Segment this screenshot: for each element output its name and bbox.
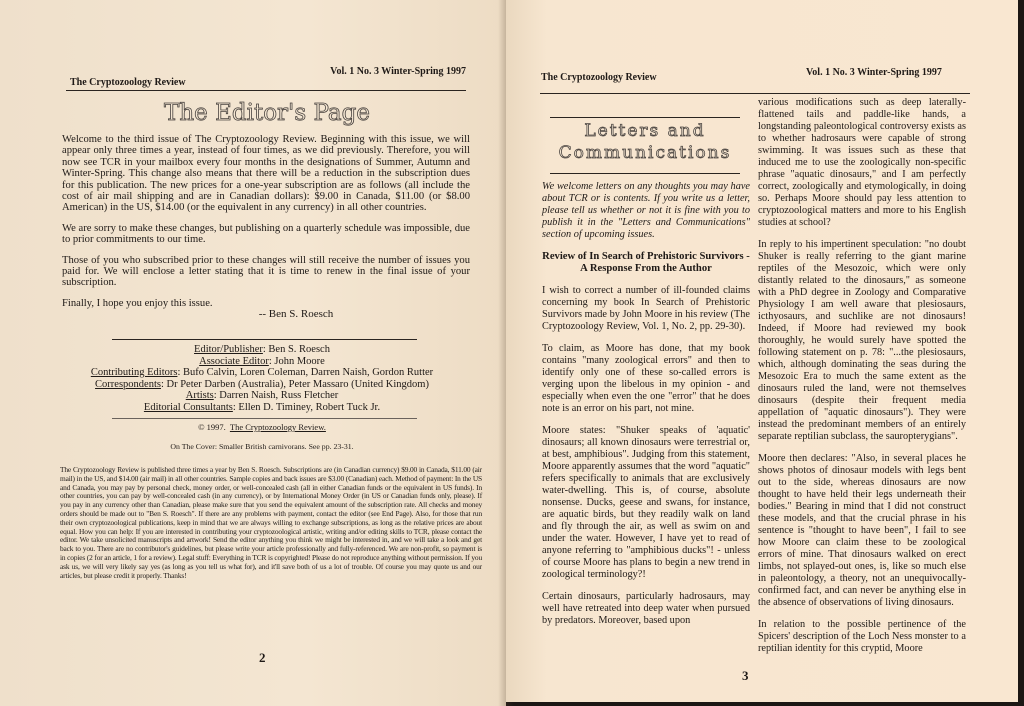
paragraph: Finally, I hope you enjoy this issue. xyxy=(62,297,213,309)
credit-value: : Ben S. Roesch xyxy=(262,344,330,355)
left-page xyxy=(0,0,506,706)
credit-value: : John Moore xyxy=(268,355,325,367)
credits xyxy=(62,344,462,413)
credit-line xyxy=(62,390,462,402)
credit-label: Associate Editor xyxy=(199,355,269,367)
paragraph: In reply to his impertinent speculation: "no doubt Shuker is really referring to the giant marine reptiles of the Mesozoic, which were only distantly related to the dinosaurs," as someone with a PhD degree in Zoology and Comparative Physiology I am well aware that plesiosaurs, icthyosaurs, and suchlike are not dinosaurs! Indeed, if Moore had reviewed my book thoroughly, he would surely have spotted the following statement on p. 78: "...the plesiosaurs, which, although dominating the seas during the Mesozoic Era to much the same extent as the dinosaurs ruled the land, were not themselves dinosaurs (despite their frequent media appellation of "aquatic dinosaurs"). They were instead the predominant members of an entirely separate reptilian subclass, the sauropterygians". xyxy=(758,239,966,442)
paragraph: To claim, as Moore has done, that my book contains "many zoological errors" and then to identify only one of these so-called errors is verging upon the libelous in my opinion - and especially when even the one "error" that he does note is an error on his part, not mine. xyxy=(542,343,750,414)
credit-line xyxy=(62,367,462,379)
copyright-year: © 1997. xyxy=(198,422,226,432)
paragraph: Certain dinosaurs, particularly hadrosaurs, may well have retreated into deep water when pursued by predators. Moreover, based upon xyxy=(542,591,750,626)
signature: -- Ben S. Roesch xyxy=(258,308,334,321)
paragraph: Those of you who subscribed prior to these changes will still receive the number of issues you paid for. We will enclose a letter stating that it is time to renew in the final issue of your subscription. xyxy=(62,254,470,289)
divider xyxy=(112,418,417,419)
publication-name: The Cryptozoology Review xyxy=(541,72,657,83)
credit-value: : Bufo Calvin, Loren Coleman, Darren Naish, Gordon Rutter xyxy=(177,367,434,378)
paragraph: Moore states: "Shuker speaks of 'aquatic' dinosaurs; all known dinosaurs were terrestrial or, at best, amphibious". Judging from this statement, Moore apparently assumes that the word "aquatic" refers specifically to animals that are exclusively water-dwelling. This is, of course, absolute nonsense. Ducks, geese and swans, for instance, are aquatic birds, but they readily walk on land and fly through the air, as well as swim on and under the water. However, I have yet to read of anyone referring to "amphibious ducks"! - unless of course Moore has plans to begin a new trend in zoological terminology?! xyxy=(542,425,750,580)
section-title-line2: Communications xyxy=(558,143,732,163)
title-rule-top xyxy=(550,117,740,118)
fine-print: The Cryptozoology Review is published three times a year by Ben S. Roesch. Subscriptions are (in Canadian currency) $9.00 in Canada, $11.00 (air mail) in the US, and $14.00 (air mail) in all other countries. Sample copies and back issues are $3.00 (Canadian) each. Method of payment: In the US and Canada, you may pay by personal check, money order, or well-concealed cash (all in either Canadian funds or the equivalent in US funds). In other countries, you can pay by well-concealed cash (in any currency), or by International Money Order (in US or Canadian funds only, please). If you pay in any currency other than Canadian, please make sure that you send the equivalent amount of the subscription rate. All checks and money orders should be made out to "Ben S. Roesch". If there are any problems with payment, contact the editor (see End Page). Also, for those that run their own cryptozoological publications, keep in mind that we are always willing to exchange subscriptions, as long as the relative prices are about equal. How you can help: If you are interested in contributing your cryptozoological artistic, writing and/or editing skills to TCR, please contact the editor. We take unsolicited manuscripts and artwork! Send the editor anything you think we might be interested in, and we will take a look and get back to you. There are no contributor's guidelines, but please write your article professionally and fully-referenced. We are non-profit, so payment is in copies (2 for an article, 1 for a review). Legal stuff: Everything in TCR is copyrighted! Please do not reproduce anything without permission. If you ask us, we will very likely say yes (as long as you tell us what for), and it'll save both of us a lot of trouble. Of course you may quote us and our articles, but please credit it properly. Thanks! xyxy=(60,465,482,580)
copyright-name: The Cryptozoology Review. xyxy=(229,422,326,432)
publication-name: The Cryptozoology Review xyxy=(70,77,186,88)
issue-label: Vol. 1 No. 3 Winter-Spring 1997 xyxy=(806,67,942,78)
paragraph: various modifications such as deep laterally-flattened tails and paddle-like hands, a longstanding paleontological controversy exists as to whether hadrosaurs were capable of strong swimming. It was issues such as these that induced me to use the zoologically non-specific phrase "aquatic dinosaurs," and I am perfectly correct, zoologically and etymologically, in doing so. Perhaps Moore should pay less attention to cryptozoological matters and more to his English studies at school? xyxy=(758,97,966,228)
copyright xyxy=(62,422,462,432)
credit-line xyxy=(62,356,462,368)
section-title-line1: Letters and xyxy=(584,121,706,141)
credit-line xyxy=(62,344,462,356)
cover-note: On The Cover: Smaller British carnivorans. See pp. 23-31. xyxy=(170,442,354,451)
page-number: 3 xyxy=(742,668,749,683)
credit-label: Editorial Consultants xyxy=(143,401,233,413)
credit-label: Editor/Publisher xyxy=(194,344,263,355)
credit-line xyxy=(62,379,462,391)
credit-label: Correspondents xyxy=(95,378,161,390)
editor-body xyxy=(62,134,470,321)
paragraph: I wish to correct a number of ill-founded claims concerning my book In Search of Prehistoric Survivors made by John Moore in his review (The Cryptozoology Review, Vol. 1, No. 2, pp. 29-30). xyxy=(542,285,750,332)
credit-value: : Darren Naish, Russ Fletcher xyxy=(213,390,339,401)
credit-value: : Dr Peter Darben (Australia), Peter Massaro (United Kingdom) xyxy=(160,378,429,390)
paragraph: Welcome to the third issue of The Cryptozoology Review. Beginning with this issue, we will appear only three times a year, instead of four times, as we did previously. Therefore, you will now see TCR in your mailbox every four months in the designations of Summer, Autumn and Winter-Spring. This change also means that there will be a reduction in the subscription dues for this publication. The new prices for a one-year subscription are as follows (all include the cost of air mail shipping and are in Canadian dollars): $9.00 in Canada, $11.00 (or $8.00 American) in the US, $14.00 (or the equivalent in any currency) in all other countries. xyxy=(62,134,470,214)
credit-label: Artists xyxy=(185,390,214,401)
page-number: 2 xyxy=(259,650,266,665)
credit-value: : Ellen D. Timiney, Robert Tuck Jr. xyxy=(232,401,381,413)
paragraph: Moore then declares: "Also, in several places he shows photos of dinosaur models with legs bent out to the side, whereas dinosaurs are now thought to have held their legs underneath their bodies." Bearing in mind that I did not construct these models, and that the crucial phrase in his sentence is "thought to have been", I fail to see how Moore can claim these to be zoological errors of mine. That dinosaurs walked on erect limbs, not splayed-out ones, is, like so much else in paleontology, a theory, not an unequivocally-confirmed fact, and can never be anything else in the absence of observations of living dinosaurs. xyxy=(758,453,966,608)
column-1 xyxy=(542,181,750,637)
paragraph: We are sorry to make these changes, but publishing on a quarterly schedule was impossible, due to prior commitments to our time. xyxy=(62,222,470,246)
letter-heading: Review of In Search of Prehistoric Survivors - A Response From the Author xyxy=(542,251,750,274)
credit-label: Contributing Editors xyxy=(90,367,178,378)
divider xyxy=(112,339,417,340)
column-2 xyxy=(758,97,966,665)
page-title: The Editor's Page xyxy=(164,100,370,126)
paragraph: In relation to the possible pertinence of the Spicers' description of the Loch Ness monster to a reptilian identity for this cryptid, Moore xyxy=(758,619,966,654)
title-rule-bottom xyxy=(550,173,740,174)
credit-line xyxy=(62,402,462,414)
header-rule xyxy=(540,93,970,94)
issue-label: Vol. 1 No. 3 Winter-Spring 1997 xyxy=(330,66,466,77)
right-page xyxy=(506,0,1018,702)
intro-text: We welcome letters on any thoughts you may have about TCR or is contents. If you write us a letter, please tell us whether or not it is fine with you to publish it in the "Letters and Communications" section of upcoming issues. xyxy=(542,181,750,240)
header-rule xyxy=(66,90,466,91)
